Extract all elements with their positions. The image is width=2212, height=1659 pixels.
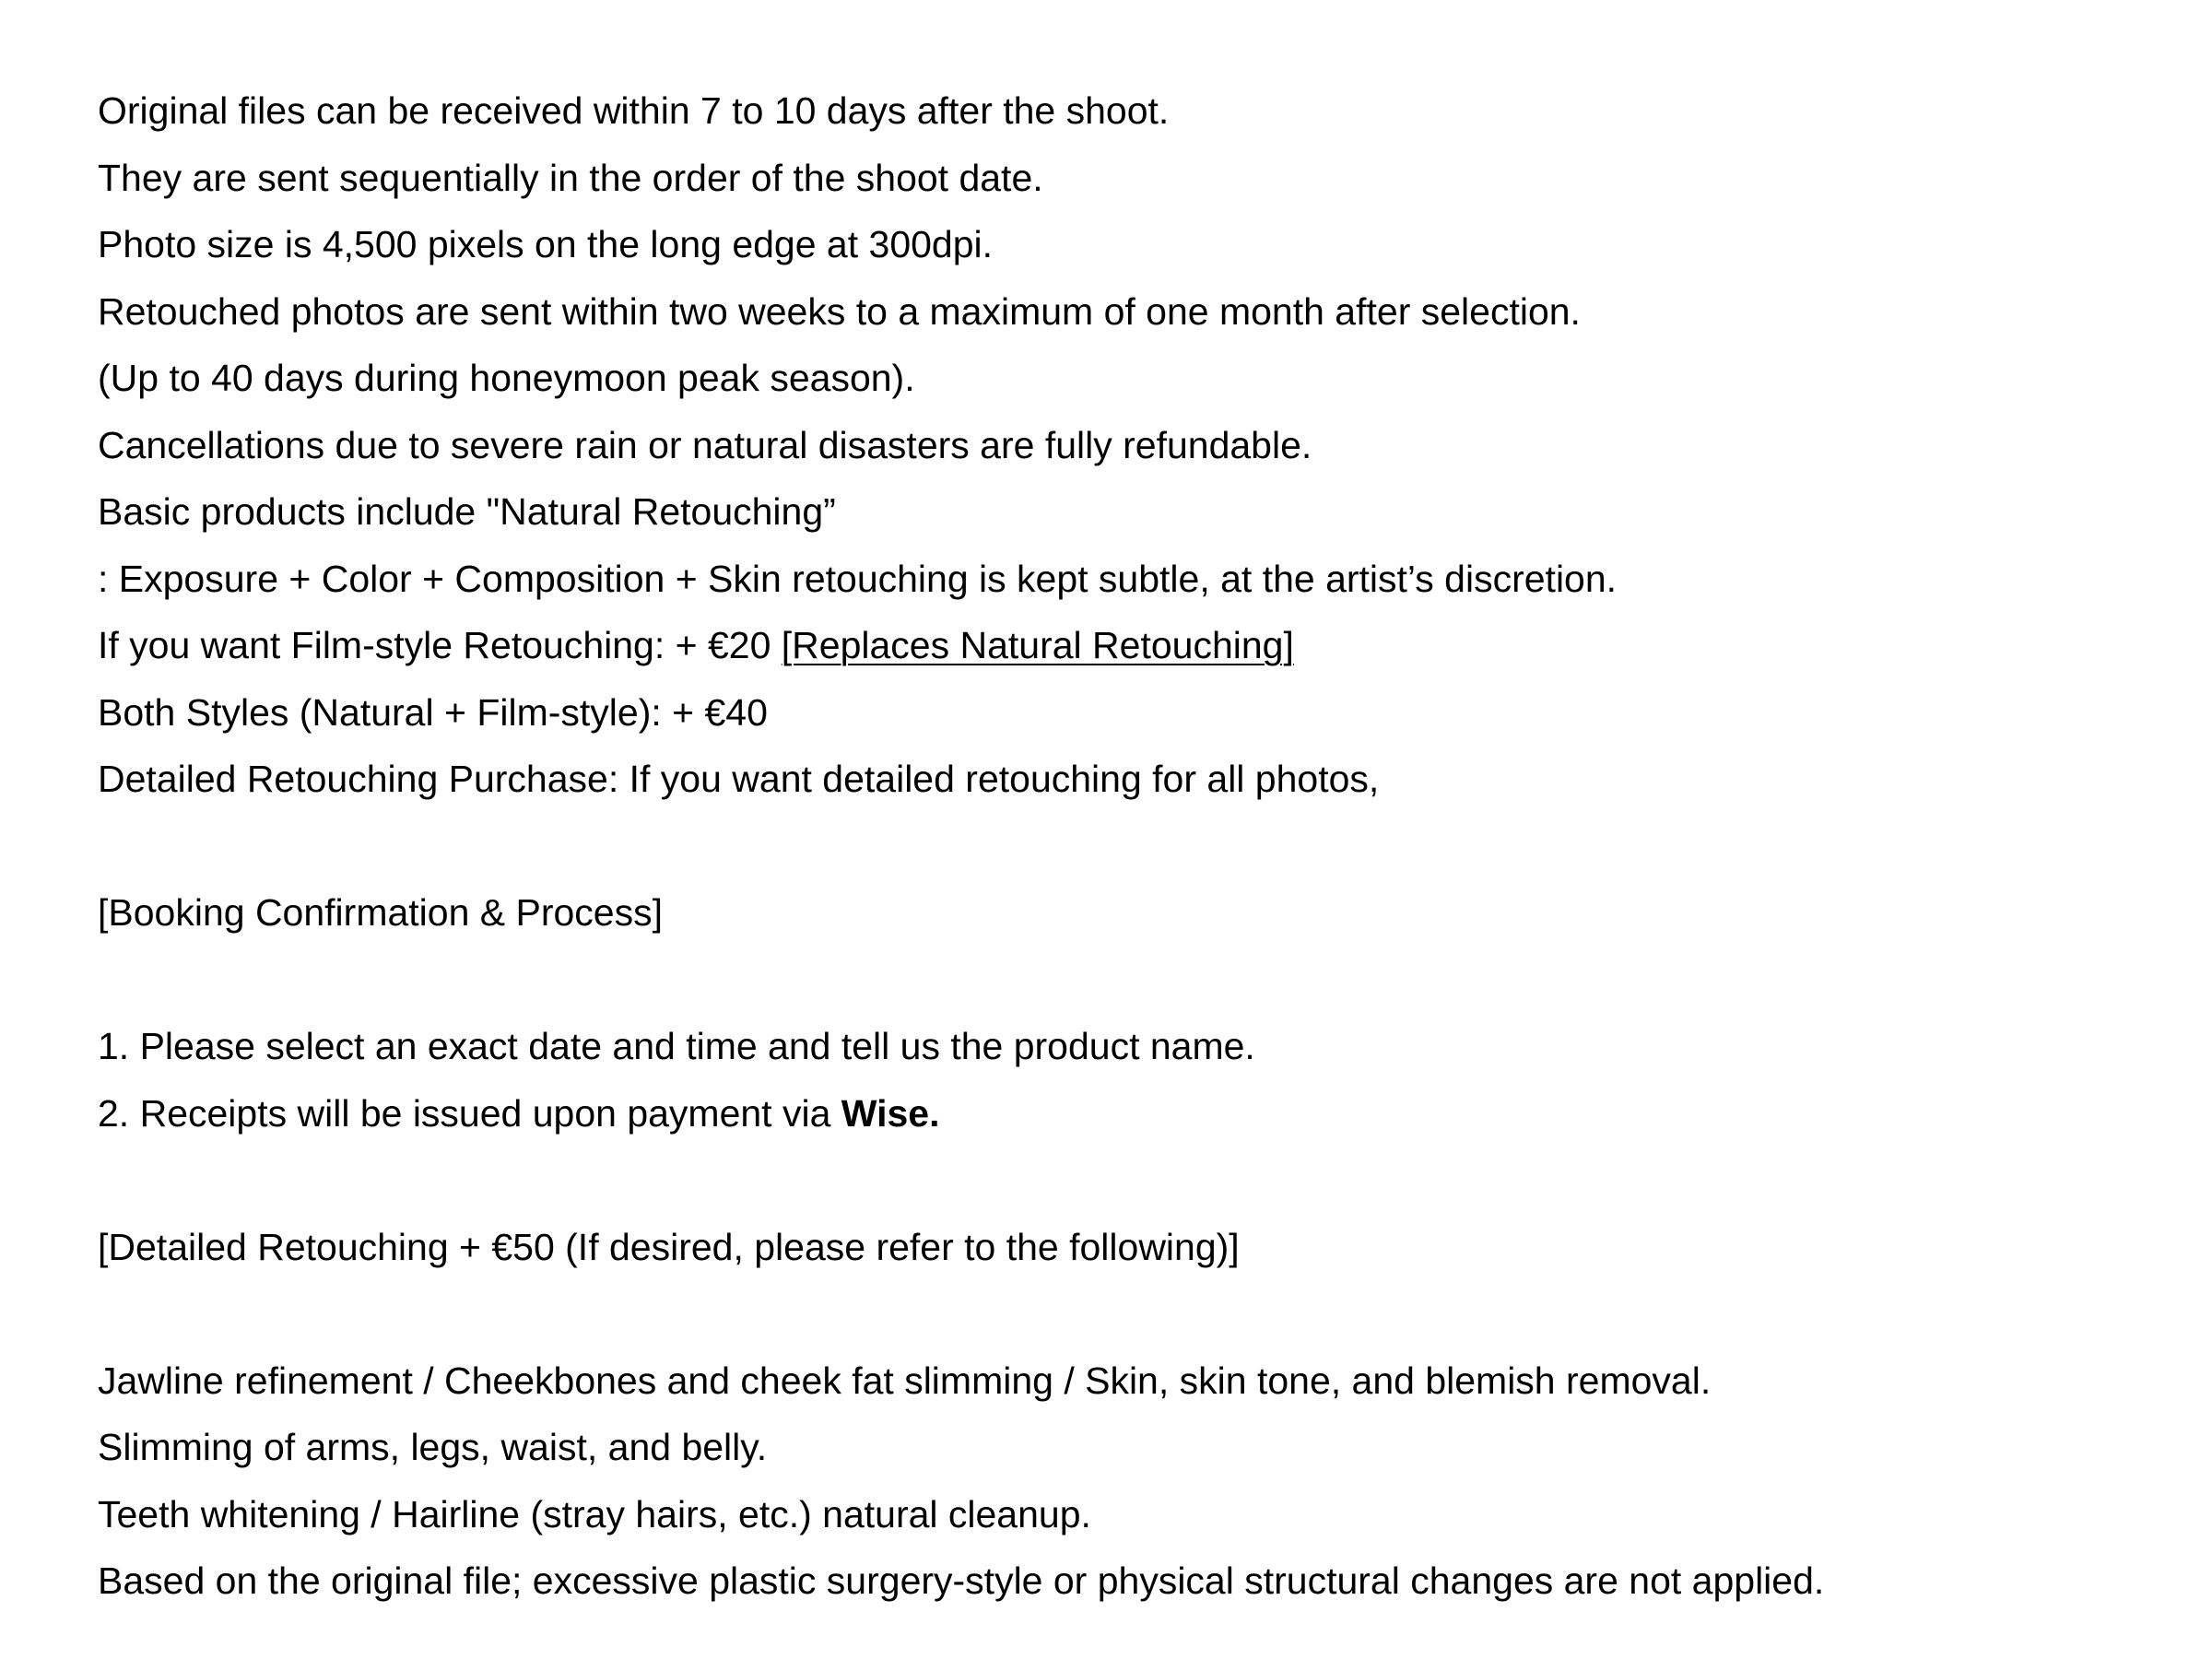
delivery-line-6: Cancellations due to severe rain or natural disasters are fully refundable. [98, 423, 1312, 466]
wise-label: Wise. [841, 1091, 940, 1135]
delivery-line-11: Detailed Retouching Purchase: If you want detailed retouching for all photos, [98, 758, 1380, 800]
delivery-line-3: Photo size is 4,500 pixels on the long edge at 300dpi. [98, 223, 994, 265]
replaces-natural-retouching-link[interactable]: [Replaces Natural Retouching] [781, 624, 1294, 666]
delivery-line-8: : Exposure + Color + Composition + Skin retouching is kept subtle, at the artist’s discretion. [98, 557, 1618, 600]
spacer [98, 1280, 2144, 1347]
spacer [98, 1147, 2144, 1214]
document-body [98, 77, 2144, 1615]
spacer [98, 947, 2144, 1014]
delivery-line-9 [98, 612, 2144, 679]
spacer [98, 813, 2144, 880]
detailed-line-1: Jawline refinement / Cheekbones and cheek fat slimming / Skin, skin tone, and blemish removal. [98, 1359, 1712, 1402]
detailed-heading: [Detailed Retouching + €50 (If desired, please refer to the following)] [98, 1225, 1240, 1268]
delivery-line-4: Retouched photos are sent within two weeks to a maximum of one month after selection. [98, 289, 1581, 333]
detailed-line-4: Based on the original file; excessive plastic surgery-style or physical structural changes are not applied. [98, 1559, 1825, 1602]
delivery-line-5: (Up to 40 days during honeymoon peak season). [98, 357, 915, 399]
delivery-line-7: Basic products include "Natural Retouching” [98, 490, 836, 533]
film-style-text: If you want Film-style Retouching: + €20 [98, 624, 782, 666]
delivery-line-2: They are sent sequentially in the order of the shoot date. [98, 156, 1043, 199]
detailed-line-3: Teeth whitening / Hairline (stray hairs, etc.) natural cleanup. [98, 1492, 1091, 1535]
delivery-line-1: Original files can be received within 7 to 10 days after the shoot. [98, 89, 1170, 132]
booking-step-2 [98, 1080, 2144, 1147]
detailed-line-2: Slimming of arms, legs, waist, and belly. [98, 1426, 768, 1468]
booking-step-2-text: 2. Receipts will be issued upon payment via [98, 1091, 841, 1135]
delivery-line-10: Both Styles (Natural + Film-style): + €40 [98, 690, 768, 734]
booking-step-1: 1. Please select an exact date and time and tell us the product name. [98, 1025, 1255, 1067]
booking-heading: [Booking Confirmation & Process] [98, 891, 663, 934]
